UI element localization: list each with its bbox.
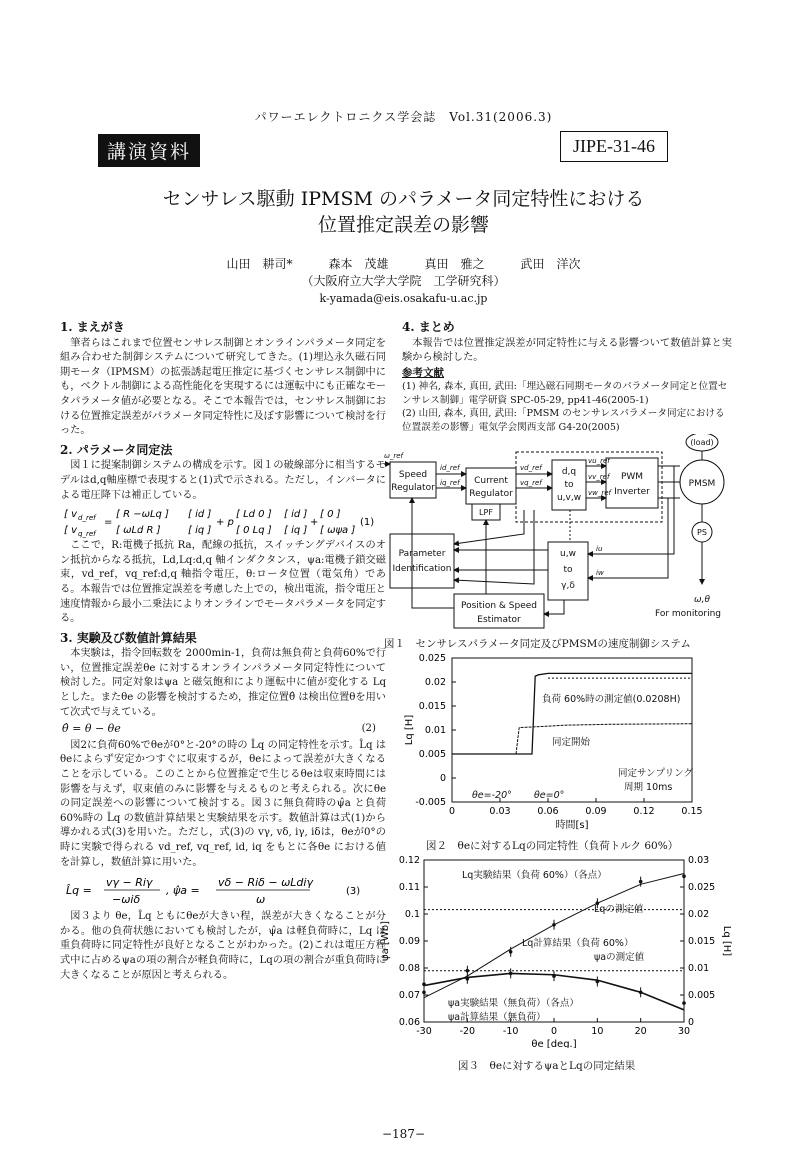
reference-1: (1) 神名, 森本, 真田, 武田:「埋込磁石同期モータのパラメータ同定と位置センサレス制御」電学研資 SPC-05-29, pp41-46(2005-1)	[402, 381, 728, 406]
reference-2: (2) 山田, 森本, 真田, 武田:「PMSM のセンサレスパラメータ同定における位置誤差の影響」電気学会関西支部 G4-20(2005)	[402, 408, 725, 433]
pos-label1: Position & Speed	[461, 601, 537, 611]
y-tick-label: 0.015	[418, 701, 446, 712]
equation-1	[60, 503, 386, 539]
section-2-text2: ここで，R:電機子抵抗 Ra，配線の抵抗，スイッチングデバイスのオン抵抗からなる抵抗，Ld,Lq:d,q 軸インダクタンス，ψa:電機子鎖交磁束，vd_ref，vq_ref:d,q 軸指令電圧，θ:ロータ位置（電気角）である。本報告では位置推定誤差を考慮した上での，検出電流，指令電圧と速度情報から最小二乗法によりオンラインでモータパラメータを同定する。	[60, 540, 386, 625]
y-axis-label: Lq [H]	[404, 714, 415, 746]
section-1-text: 筆者らはこれまで位置センサレス制御とオンラインパラメータ同定を組み合わせた制御システムについて研究してきた。(1)埋込永久磁石同期モータ（IPMSM）の拡張誘起電圧推定に基づくセンサレス制御中にも，ベクトル制御による高性能化を実現するには運転中にも正確なモータパラメータ値が必要となる。そこで本報告では，センサレス制御における位置推定誤差がパラメータ同定特性に及ぼす影響について検討を行った。	[60, 337, 386, 437]
y2-tick-label: 0.015	[688, 936, 716, 947]
paper-title-line2: 位置推定誤差の影響	[317, 214, 489, 236]
x-tick-label: -20	[459, 1026, 476, 1037]
svg-text:vδ − Riδ − ωLdiγ: vδ − Riδ − ωLdiγ	[218, 876, 313, 890]
figure-3-chart	[372, 852, 732, 1048]
annotation-sampling: 同定サンプリング	[618, 768, 693, 779]
svg-text:[ ωLd R ]: [ ωLd R ]	[116, 525, 161, 537]
annotation-measured: 負荷 60%時の測定値(0.0208H)	[542, 694, 681, 705]
y2-tick-label: 0.03	[688, 855, 710, 866]
figure-3-caption: 図３ θeに対するψaとLqの同定結果	[458, 1060, 636, 1072]
page-number: −187−	[381, 1127, 425, 1141]
ps-label: PS	[697, 528, 707, 537]
uw-label2: to	[563, 565, 573, 575]
equation-2-number: (2)	[361, 723, 376, 735]
annotation-lq-exp: Lq実験結果（負荷 60%）（各点）	[462, 870, 607, 881]
figure-1-caption: 図１ センサレスパラメータ同定及びPMSMの速度制御システム	[384, 638, 691, 650]
data-point	[466, 977, 470, 981]
dq-label2: to	[564, 480, 574, 490]
svg-text:[ Ld 0 ]: [ Ld 0 ]	[236, 509, 272, 521]
author-names: 山田 耕司* 森本 茂雄 真田 雅之 武田 洋次	[226, 257, 581, 271]
data-point	[422, 982, 426, 986]
svg-text:, ψ̂a =: , ψ̂a =	[166, 884, 200, 898]
x-tick-label: 20	[634, 1026, 647, 1037]
annotation-theta-m20: θe=-20°	[472, 790, 512, 801]
pwm-label2: Inverter	[614, 487, 650, 497]
x-axis-label: θe [deg.]	[531, 1039, 577, 1048]
x-tick-label: 0.15	[681, 806, 703, 817]
section-4-heading: 4. まとめ	[402, 320, 455, 334]
pmsm-label: PMSM	[688, 479, 716, 489]
paper-title-line1: センサレス駆動 IPMSM のパラメータ同定特性における	[162, 188, 645, 210]
y-tick-label: 0.08	[398, 963, 420, 974]
data-point	[509, 972, 513, 976]
section-2-heading: 2. パラメータ同定法	[60, 442, 173, 457]
x-tick-label: 0.09	[585, 806, 607, 817]
annotation-start: 同定開始	[552, 737, 591, 748]
equation-2	[60, 720, 386, 739]
y-tick-label: 0.01	[424, 725, 446, 736]
equation-2-body: θ̂ = θ − θe	[62, 722, 121, 736]
y2-axis-label: Lq [H]	[721, 925, 732, 957]
y-tick-label: 0.025	[418, 653, 446, 664]
figure-1-diagram	[384, 434, 744, 634]
svg-text:q_ref: q_ref	[78, 530, 96, 539]
svg-text:[ 0 ]: [ 0 ]	[320, 509, 341, 521]
param-label2: Identification	[392, 564, 452, 574]
section-3-text2: 図2に負荷60%でθeが0°と-20°の時の L̂q の同定特性を示す。L̂q はθeによらず安定かつすぐに収束するが，θeによって誤差が大きくなることを示している。このことから位置推定で生じるθeは収束時間には影響を与えず，収束値のみに影響を与えるものと考えられる。次にθeの同定誤差への影響について検討する。図３に無負荷時のψ̂a と負荷60%時の L̂q の数値計算結果と実験結果を示す。数値計算は式(1)から導かれる式(3)を用いた。ただし，式(3)の vγ, vδ, iγ, iδは，θeが0°の時に実験で得られる vd_ref, vq_ref, id, iq をもとに各θe における値を計算し，数値計算に用いた。	[60, 739, 386, 868]
uw-label1: u,w	[560, 549, 576, 559]
vv-ref-label: vv_ref	[588, 473, 610, 481]
svg-text:+ p: + p	[216, 517, 234, 529]
iw-label: iw	[596, 569, 604, 577]
speed-reg-label1: Speed	[398, 470, 428, 480]
svg-text:[ 0 Lq ]: [ 0 Lq ]	[236, 525, 272, 537]
vw-ref-label: vw_ref	[588, 489, 612, 497]
section-badge: 講演資料	[98, 134, 200, 167]
x-tick-label: -30	[416, 1026, 432, 1037]
y-tick-label: -0.005	[415, 797, 446, 808]
y-tick-label: 0.1	[404, 909, 420, 920]
section-3-text: 本実験は，指令回転数を 2000min-1，負荷は無負荷と負荷60%で行い，位置推定誤差θe に対するオンラインパラメータ同定特性について検討した。同定対象はψa と磁気飽和により運転中に値が変化する Lq とした。またθe の影響を検討するため，推定位置θ̂ は検出位置θを用いて次式で与えている。	[60, 648, 386, 718]
svg-text:[ id ]: [ id ]	[188, 509, 212, 521]
vq-ref-label: vq_ref	[520, 479, 542, 487]
svg-text:[ R −ωLq ]: [ R −ωLq ]	[116, 509, 169, 521]
svg-text:[ id ]: [ id ]	[284, 509, 308, 521]
equation-3-figure	[60, 870, 386, 910]
annotation-psi-calc: ψa計算結果（無負荷）	[448, 1012, 546, 1023]
y-tick-label: 0.06	[398, 1017, 420, 1028]
data-point	[466, 969, 470, 973]
author-affiliation: （大阪府立大学大学院 工学研究科）	[301, 274, 506, 288]
annotation-period: 周期 10ms	[624, 782, 673, 793]
svg-text:[ iq ]: [ iq ]	[188, 525, 212, 537]
y-tick-label: 0.005	[418, 749, 446, 760]
y2-tick-label: 0.02	[688, 909, 710, 920]
svg-text:+: +	[310, 517, 319, 529]
x-axis-label: 時間[s]	[555, 820, 589, 831]
x-tick-label: 10	[591, 1026, 604, 1037]
y2-tick-label: 0.025	[688, 882, 716, 893]
svg-text:=: =	[104, 517, 113, 529]
data-point	[596, 980, 600, 984]
left-column	[60, 316, 386, 983]
annotation-psi-measured: ψaの測定値	[594, 952, 645, 963]
pos-label2: Estimator	[477, 615, 521, 625]
paper-id: JIPE-31-46	[560, 131, 668, 162]
parameter-identification-box	[390, 534, 454, 588]
id-ref-label: id_ref	[440, 464, 460, 472]
svg-text:−ωiδ: −ωiδ	[112, 893, 141, 907]
data-point	[639, 880, 643, 884]
load-label: (load)	[690, 438, 714, 447]
lpf-label: LPF	[479, 508, 493, 517]
iu-label: iu	[596, 545, 603, 553]
svg-text:[ v: [ v	[64, 525, 77, 537]
vd-ref-label: vd_ref	[520, 464, 542, 472]
svg-text:L̂q =: L̂q =	[66, 884, 92, 898]
pwm-label1: PWM	[620, 472, 644, 482]
y-tick-label: 0.09	[398, 936, 420, 947]
svg-text:ω: ω	[256, 893, 266, 907]
plot-frame	[452, 658, 692, 802]
y2-tick-label: 0.01	[688, 963, 710, 974]
uw-label3: γ,δ	[561, 581, 575, 591]
svg-text:vγ − Riγ: vγ − Riγ	[106, 876, 153, 890]
w-ref-label: ω_ref	[384, 452, 404, 460]
equation-3	[60, 870, 386, 910]
y-tick-label: 0.11	[398, 882, 420, 893]
y2-tick-label: 0.005	[688, 990, 716, 1001]
dq-label3: u,v,w	[556, 493, 582, 503]
data-point	[509, 950, 513, 954]
current-reg-label2: Regulator	[469, 489, 513, 499]
x-tick-label: 0.06	[537, 806, 559, 817]
right-column-text	[402, 316, 732, 434]
y-tick-label: 0	[439, 773, 446, 784]
y-tick-label: 0.12	[398, 855, 420, 866]
data-point	[639, 991, 643, 995]
x-tick-label: 0	[448, 806, 456, 817]
svg-text:[ ωψa ]: [ ωψa ]	[320, 525, 356, 537]
annotation-theta-0: θe=0°	[534, 790, 565, 801]
section-3-heading: 3. 実験及び数値計算結果	[60, 630, 197, 645]
section-1-heading: 1. まえがき	[60, 320, 125, 334]
dq-label1: d,q	[561, 467, 577, 477]
figure-2-caption: 図２ θeに対するLqの同定特性（負荷トルク 60%）	[426, 840, 679, 852]
x-tick-label: 0.03	[489, 806, 511, 817]
param-label1: Parameter	[398, 549, 446, 559]
equation-3-number: (3)	[346, 886, 361, 898]
svg-text:[ iq ]: [ iq ]	[284, 525, 308, 537]
equation-1-figure	[60, 503, 386, 539]
data-point	[422, 991, 426, 995]
author-email: k-yamada@eis.osakafu-u.ac.jp	[319, 292, 488, 305]
y2-tick-label: 0	[688, 1017, 695, 1028]
svg-text:[ v: [ v	[64, 509, 77, 521]
section-2-text: 図１に提案制御システムの構成を示す。図１の破線部分に相当するモデルはd,q軸座標で表現すると(1)式で示される。ただし，インバータによる電圧降下は補正している。	[60, 460, 386, 501]
data-point	[552, 923, 556, 927]
pwm-inverter-box	[606, 458, 658, 508]
vu-ref-label: vu_ref	[588, 457, 610, 465]
x-tick-label: -10	[502, 1026, 519, 1037]
speed-reg-label2: Regulator	[391, 483, 435, 493]
y-tick-label: 0.02	[424, 677, 446, 688]
theta-out-label: ω,θ	[694, 595, 710, 605]
references-heading: 参考文献	[402, 366, 444, 379]
y-axis-label: ψa [Wb]	[380, 921, 391, 961]
x-tick-label: 30	[677, 1026, 691, 1037]
figure-2-chart	[400, 652, 720, 842]
annotation-lq-calc: Lq計算結果（負荷 60%）	[522, 938, 634, 949]
annotation-psi-exp: ψa実験結果（無負荷）（各点）	[448, 998, 579, 1009]
x-tick-label: 0	[550, 1026, 558, 1037]
section-4-text: 本報告では位置推定誤差が同定特性に与える影響ついて数値計算と実験から検討した。	[402, 337, 732, 364]
y-tick-label: 0.07	[398, 990, 420, 1001]
iq-ref-label: iq_ref	[440, 479, 460, 487]
equation-1-number: (1)	[360, 517, 375, 529]
data-point	[552, 974, 556, 978]
data-point	[682, 874, 686, 878]
current-reg-label1: Current	[474, 476, 508, 486]
monitor-label: For monitoring	[654, 609, 722, 619]
journal-header: パワーエレクトロニクス学会誌 Vol.31(2006.3)	[254, 110, 553, 124]
svg-text:d_ref: d_ref	[78, 514, 96, 523]
x-tick-label: 0.12	[633, 806, 655, 817]
data-point	[682, 1001, 686, 1005]
annotation-lq-measured: Lqの測定値	[594, 904, 644, 915]
section-3-text3: 図３より θe，L̂q ともにθeが大きい程，誤差が大きくなることが分かる。他の負荷状態においても検討したが，ψ̂a は軽負荷時に，Lq は重負荷時に同定特性が良好となることがわかった。(2)これは電圧方程式中に占めるψaの項の割合が軽負荷時に，Lqの項の割合が重負荷時に大きくなることが原因と考えられる。	[60, 911, 386, 981]
